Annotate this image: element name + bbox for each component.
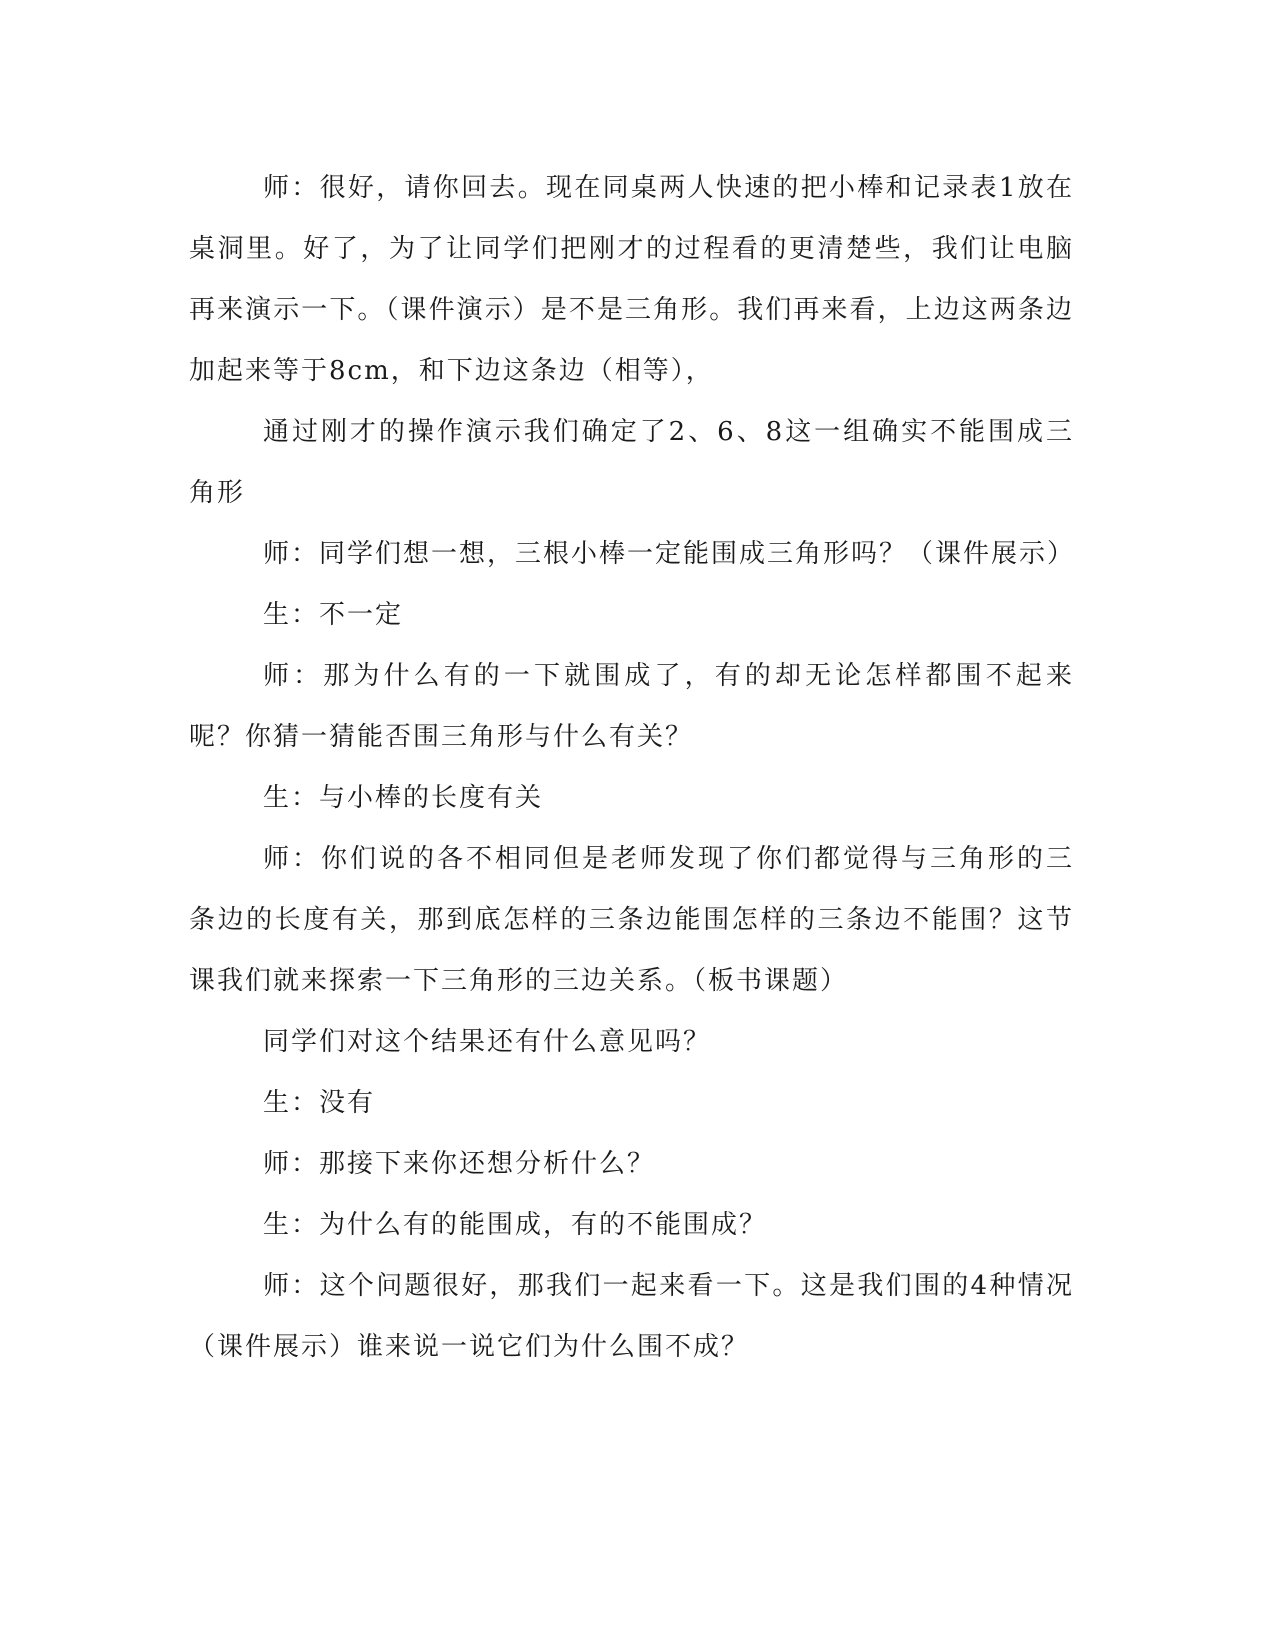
paragraph-7: 师：你们说的各不相同但是老师发现了你们都觉得与三角形的三条边的长度有关，那到底怎样的三条边能围怎样的三条边不能围？这节课我们就来探索一下三角形的三边关系。（板书课题） xyxy=(189,844,1074,996)
paragraph-8: 同学们对这个结果还有什么意见吗？ xyxy=(263,1027,712,1057)
paragraph-9: 生：没有 xyxy=(263,1088,376,1118)
paragraph-4: 生：不一定 xyxy=(263,600,404,630)
paragraph-1: 师：很好，请你回去。现在同桌两人快速的把小棒和记录表1放在桌洞里。好了，为了让同学们把刚才的过程看的更清楚些，我们让电脑再来演示一下。（课件演示）是不是三角形。我们再来看，上边这两条边加起来等于8cm，和下边这条边（相等）， xyxy=(189,173,1074,386)
document-body xyxy=(189,158,1074,1378)
paragraph-3: 师：同学们想一想，三根小棒一定能围成三角形吗？（课件展示） xyxy=(263,539,1076,569)
paragraph-12: 师：这个问题很好，那我们一起来看一下。这是我们围的4种情况（课件展示）谁来说一说它们为什么围不成？ xyxy=(189,1271,1074,1362)
paragraph-5: 师：那为什么有的一下就围成了，有的却无论怎样都围不起来呢？你猜一猜能否围三角形与什么有关？ xyxy=(189,661,1074,752)
paragraph-11: 生：为什么有的能围成，有的不能围成？ xyxy=(263,1210,768,1240)
paragraph-6: 生：与小棒的长度有关 xyxy=(263,783,544,813)
paragraph-10: 师：那接下来你还想分析什么？ xyxy=(263,1149,656,1179)
paragraph-2: 通过刚才的操作演示我们确定了2、6、8这一组确实不能围成三角形 xyxy=(189,417,1074,508)
